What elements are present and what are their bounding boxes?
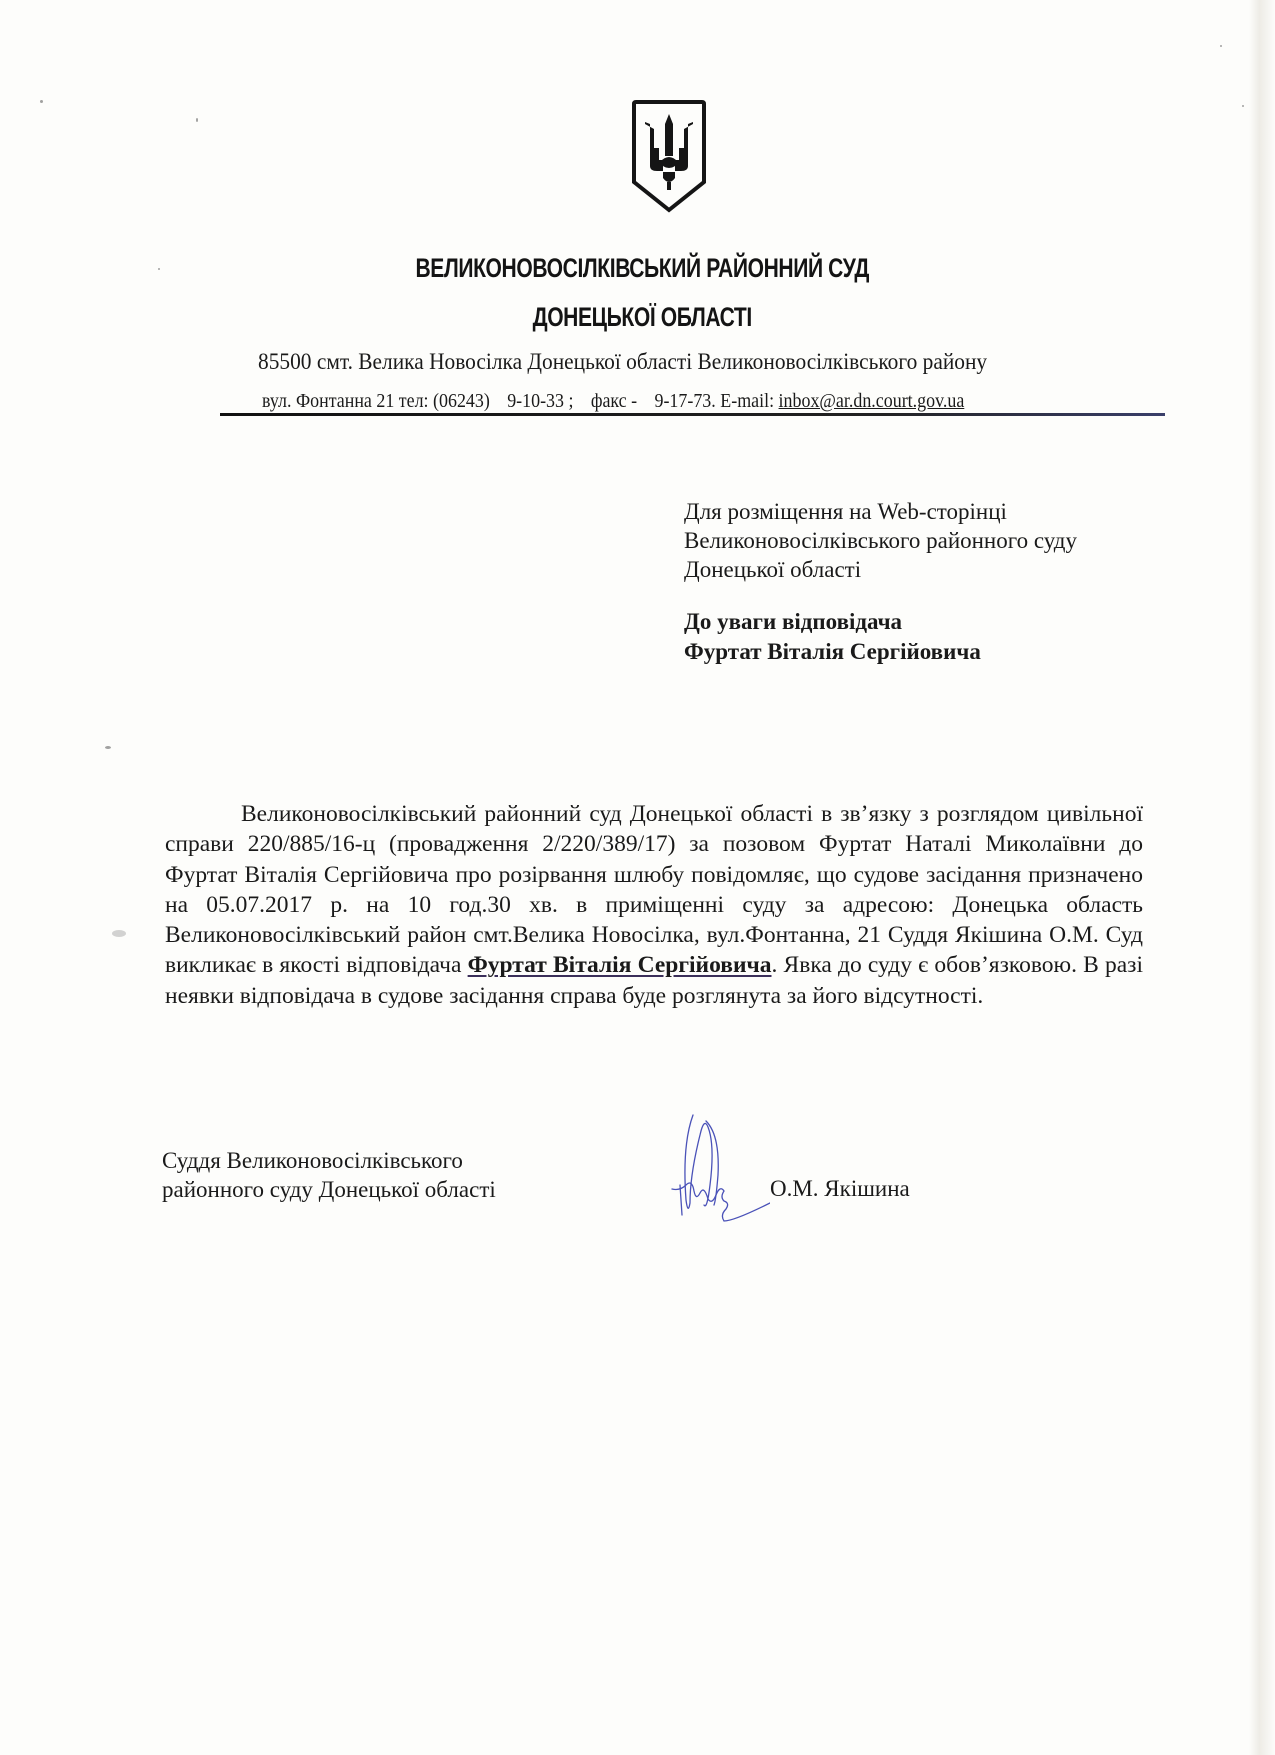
header-divider <box>220 413 1165 416</box>
phone-number: 9-10-33 ; <box>507 391 574 412</box>
scan-speck <box>112 930 126 937</box>
email-label: E-mail: <box>720 391 775 412</box>
court-address-line1: 85500 смт. Велика Новосілка Донецької області Великоновосілківського району <box>258 349 988 374</box>
notice-body-part1: Великоновосілківський районний суд Донецької області в зв’язку з розглядом цивільної справи 220/885/16-ц (провадження 2/220/389/17) за позовом Фуртат Наталі Миколаївни до Фуртат Віталія Сергійовича про розірвання шлюбу повідомляє, що судове засідання призначено на 05.07.2017 р. на 10 год.30 хв. в приміщенні суду за адресою: Донецька область Великоновосілківський район смт.Велика Новосілка, вул.Фонтанна, 21 Суддя Якішина О.М. Суд викликає в якості відповідача <box>165 801 1143 979</box>
scan-speck <box>1242 105 1244 107</box>
scan-speck <box>1220 45 1222 47</box>
recipient-line: Великоновосілківського районного суду <box>684 528 1078 553</box>
fax-label: факс - <box>590 391 638 412</box>
scan-edge-shadow <box>1249 0 1275 1755</box>
defendant-name-emphasis: Фуртат Віталія Сергійовича <box>467 952 772 979</box>
court-contacts-line <box>262 391 964 413</box>
signatory-role-line: районного суду Донецької області <box>162 1177 496 1202</box>
signatory-name: О.М. Якішина <box>770 1176 910 1201</box>
recipient-block <box>684 497 1077 584</box>
attention-line: До уваги відповідача <box>684 609 903 634</box>
street-and-phone-label: вул. Фонтанна 21 тел: (06243) <box>262 391 490 412</box>
fax-number: 9-17-73. <box>654 391 716 412</box>
court-name-line1: ВЕЛИКОНОВОСІЛКІВСЬКИЙ РАЙОННИЙ СУД <box>415 253 869 283</box>
notice-body-part2: . Явка до суду є обов’язковою. В разі неявки відповідача в судове засідання справа буде розглянута за його відсутності. <box>165 952 1143 1009</box>
handwritten-signature-icon <box>660 1105 770 1235</box>
scan-speck <box>40 100 43 103</box>
defendant-name-heading: Фуртат Віталія Сергійовича <box>684 639 981 664</box>
email-link[interactable]: inbox@ar.dn.court.gov.ua <box>778 391 965 412</box>
trident-emblem-icon <box>630 98 708 214</box>
attention-block <box>684 607 981 667</box>
signatory-role-line: Суддя Великоновосілківського <box>162 1148 463 1173</box>
court-name-line2: ДОНЕЦЬКОЇ ОБЛАСТІ <box>532 302 752 332</box>
recipient-line: Для розміщення на Web-сторінці <box>684 499 1007 524</box>
scan-speck <box>105 746 111 749</box>
signatory-role <box>162 1146 496 1204</box>
recipient-line: Донецької області <box>684 557 862 582</box>
scan-speck <box>196 118 198 122</box>
notice-body <box>165 799 1143 1011</box>
